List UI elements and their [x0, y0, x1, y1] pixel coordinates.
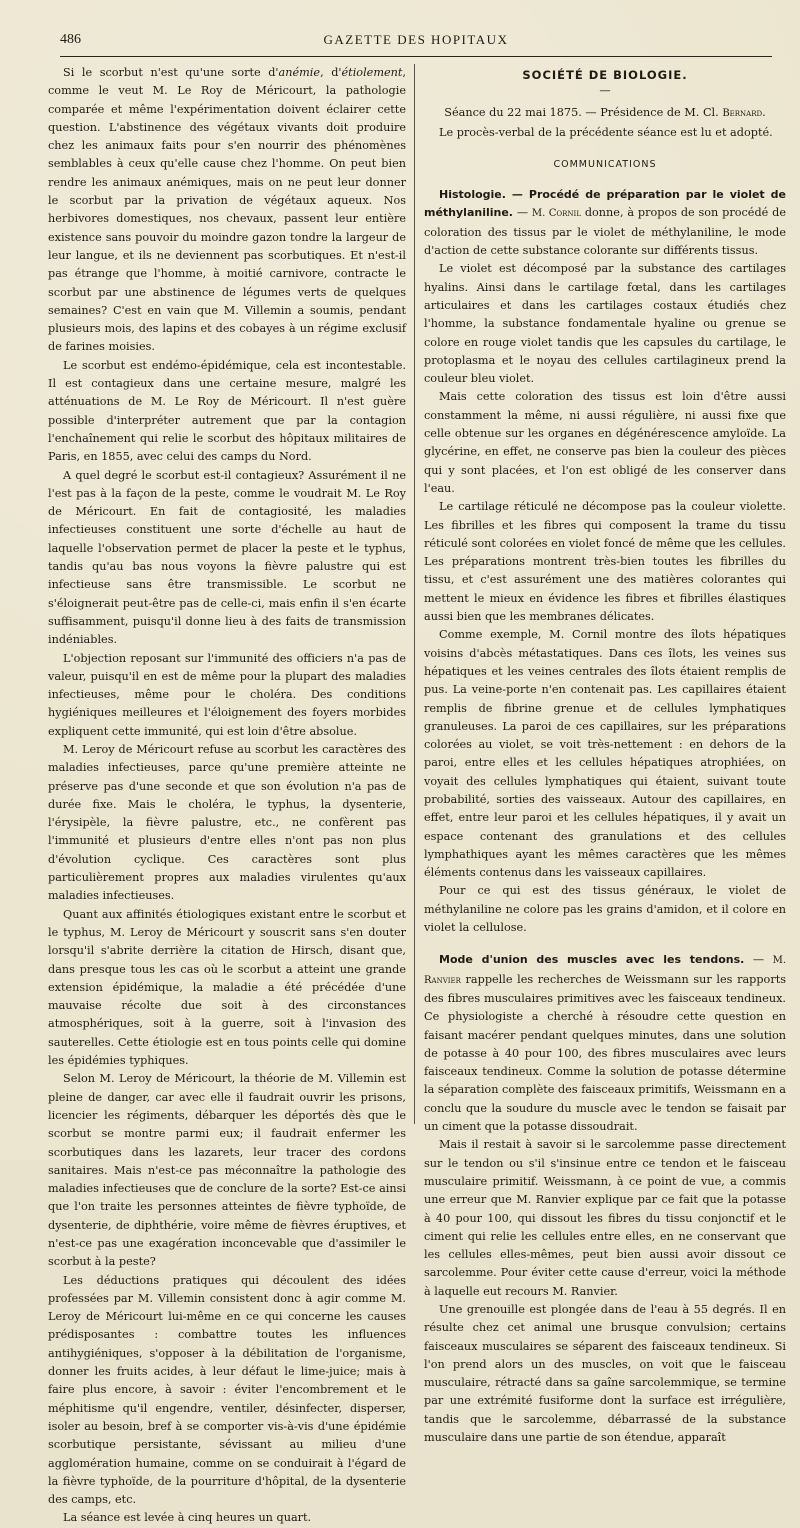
italic-term-etiolement: étiolement — [341, 66, 403, 79]
paragraph: Mais cette coloration des tissus est loin d'être aussi constamment la même, ni aussi régulière, ni aussi fixe que celle obtenue sur les organes en dégénérescence amyloïde. La glycérine, en effet, ne conserve pas bien la couleur des pièces qui y sont placées, et l'on est obligé de les conserver dans l'eau. — [424, 390, 786, 495]
author-name: M. Ranvier — [424, 955, 786, 986]
author-name: M. Cornil — [531, 208, 581, 220]
subsection-heading: COMMUNICATIONS — [553, 158, 657, 170]
text-run: Si le scorbut n'est qu'une sorte d' — [63, 66, 279, 79]
paragraph: L'objection reposant sur l'immunité des officiers n'a pas de valeur, puisqu'il en est de même pour la plupart des maladies infectieuses, même pour le choléra. Des conditions hygiéniques meilleures et l'éloignement des foyers morbides expliquent cette immunité, qui est loin d'être absolue. — [48, 651, 406, 738]
page-number: 486 — [60, 32, 81, 47]
text-run: , comme le veut M. Le Roy de Méricourt, la pathologie comparée et même l'expérimentation doivent éclairer cette question. L'abstinence des végétaux vivants doit produire chez les animaux faits pour s'en nourrir des phénomènes semblables à ceux qu'elle cause chez l'homme. On peut bien rendre les animaux anémiques, mais on ne peut leur donner le scorbut par la privation de végétaux aqueux. Nos herbivores domestiques, nos chevaux, passent leur entière existence sans pouvoir du moindre gazon tondre la largeur de leur langue, et ils ne deviennent pas scorbutiques. Et n'est-il pas étrange que l'homme, à moitié carnivore, contracte le scorbut par une abstinence de légumes verts de quelques semaines? C'est en vain que M. Villemin a soumis, pendant plusieurs mois, des lapins et des cobayes à un régime exclusif de farines moisies. — [48, 66, 406, 354]
text-run: — — [513, 206, 532, 220]
paragraph: M. Leroy de Méricourt refuse au scorbut les caractères des maladies infectieuses, parce qu'une première atteinte ne préserve pas d'une seconde et que son évolution n'a pas de durée fixe. Mais le choléra, le typhus, la dysenterie, l'érysipèle, la fièvre palustre, etc., ne confèrent pas l'immunité et plusieurs d'entre elles n'ont pas non plus d'évolution cyclique. Ces caractères sont plus particulièrement propres aux maladies virulentes qu'aux maladies infectieuses. — [48, 742, 406, 903]
text-run: donne, à propos de son procédé de coloration des tissus par le violet de méthylaniline, le mode d'action de cette substance colorante sur différents tissus. — [424, 206, 786, 258]
right-column — [424, 64, 786, 1445]
president-name: Bernard — [722, 108, 763, 120]
text-run: , d' — [320, 66, 342, 79]
paragraph: Les déductions pratiques qui découlent des idées professées par M. Villemin consistent donc à agir comme M. Leroy de Méricourt lui-même en ce qui concerne les causes prédisposantes : combattre toutes les influences antihygiéniques, s'opposer à la débilitation de l'organisme, donner les fruits acides, à leur défaut le lime-juice; mais à faire plus encore, à savoir : éviter l'encombrement et le méphitisme qu'il engendre, ventiler, désinfecter, disperser, isoler au besoin, bref à se comporter vis-à-vis d'une épidémie scorbutique persistante, sévissant au milieu d'une agglomération humaine, comme on se conduirait à l'égard de la fièvre typhoïde, de la pourriture d'hôpital, de la dysenterie des camps, etc. — [48, 1273, 406, 1507]
section-title: SOCIÉTÉ DE BIOLOGIE. — [522, 68, 688, 82]
paragraph: Une grenouille est plongée dans de l'eau à 55 degrés. Il en résulte chez cet animal une brusque convulsion; certains faisceaux musculaires se séparent des faisceaux tendineux. Si l'on prend alors un des muscles, on voit que le faisceau musculaire, rétracté dans sa gaîne sarcolemmique, se termine par une extrémité fusiforme dont la surface est irrégulière, tandis que le sarcolemme, débarrassé de la substance musculaire dans une partie de son étendue, apparaît — [424, 1303, 786, 1445]
italic-term-anemie: anémie — [278, 66, 321, 79]
seance-line — [424, 104, 786, 123]
article-heading: Mode d'union des muscles avec les tendons. — [439, 953, 745, 967]
text-run: — — [744, 953, 773, 967]
closing-line: La séance est levée à cinq heures un quart. — [63, 1511, 312, 1525]
paragraph: Le cartilage réticulé ne décompose pas la couleur violette. Les fibrilles et les fibres qui composent la trame du tissu réticulé sont colorées en violet foncé de même que les cellules. Les préparations montrent très-bien toutes les fibrilles du tissu, et c'est assurément une des matières colorantes qui mettent le mieux en évidence les fibres et fibrilles élastiques aussi bien que les membranes délicates. — [424, 500, 786, 624]
paragraph: Pour ce qui est des tissus généraux, le violet de méthylaniline ne colore pas les grains d'amidon, et il colore en violet la cellulose. — [424, 884, 786, 935]
paragraph: Selon M. Leroy de Méricourt, la théorie de M. Villemin est pleine de danger, car avec elle il faudrait ouvrir les prisons, licencier les régiments, débarquer les déportés dès que le scorbut se montre parmi eux; il faudrait enfermer les scorbutiques dans les lazarets, leur tracer des cordons sanitaires. Mais n'est-ce pas méconnaître la pathologie des maladies infectieuses que de conclure de la sorte? Est-ce ainsi que l'on traite les personnes atteintes de fièvre typhoïde, de dysenterie, de diphthérie, voire même de fièvres éruptives, et n'est-ce pas une exagération inconcevable que d'assimiler le scorbut à la peste? — [48, 1072, 406, 1269]
paragraph: Le violet est décomposé par la substance des cartilages hyalins. Ainsi dans le cartilage fœtal, dans les cartilages articulaires et dans les cartilages costaux étudiés chez l'homme, la substance fondamentale hyaline ou grenue se colore en rouge violet tandis que les capsules du cartilage, le protoplasma et le noyau des cellules cartilagineux prend la couleur bleu violet. — [424, 262, 786, 386]
left-column — [48, 64, 406, 1525]
paragraph: A quel degré le scorbut est-il contagieux? Assurément il ne l'est pas à la façon de la peste, comme le voudrait M. Le Roy de Méricourt. En fait de contagiosité, les maladies infectieuses constituent une sorte d'échelle au haut de laquelle l'observation permet de placer la peste et le typhus, tandis qu'au bas nous voyons la fièvre palustre qui est infectieuse sans être transmissible. Le scorbut ne s'éloignerait peut-être pas de celle-ci, mais enfin il s'en écarte suffisamment, puisqu'il donne lieu à des faits de transmission indéniables. — [48, 468, 406, 647]
paragraph: Le scorbut est endémo-épidémique, cela est incontestable. Il est contagieux dans une certaine mesure, malgré les atténuations de M. Le Roy de Méricourt. Il n'est guère possible d'interpréter autrement que par la contagion l'enchaînement qui relie le scorbut des hôpitaux militaires de Paris, en 1855, avec celui des camps du Nord. — [48, 358, 406, 464]
column-divider — [414, 64, 415, 1124]
paragraph: Mais il restait à savoir si le sarcolemme passe directement sur le tendon ou s'il s'insinue entre ce tendon et le faisceau musculaire primitif. Weissmann, à ce point de vue, a commis une erreur que M. Ranvier explique par ce fait que la potasse à 40 pour 100, qui dissout les fibres du tissu conjonctif et le ciment qui relie les cellules entre elles, en ne conservant que les cellules elles-mêmes, peut bien aussi avoir dissout ce sarcolemme. Pour éviter cette cause d'erreur, voici la méthode à laquelle eut recours M. Ranvier. — [424, 1138, 786, 1298]
article-heading: Histologie. — Procédé de préparation par le violet de méthylaniline. — [424, 188, 786, 220]
running-header — [60, 30, 772, 57]
text-run: Séance du 22 mai 1875. — Présidence de M. Cl. — [444, 106, 723, 120]
journal-title: GAZETTE DES HOPITAUX — [323, 32, 509, 47]
text-run: . — [762, 106, 766, 120]
paragraph: Quant aux affinités étiologiques existant entre le scorbut et le typhus, M. Leroy de Méricourt y souscrit sans s'en douter lorsqu'il s'abrite derrière la citation de Hirsch, disant que, dans presque tous les cas où le scorbut a atteint une grande extension épidémique, la maladie a été précédée d'une mauvaise récolte due soit à des circonstances atmosphériques, soit à la guerre, soit à l'invasion des sauterelles. Cette étiologie est en tous points celle qui domine les épidémies typhiques. — [48, 907, 406, 1068]
paragraph — [424, 951, 786, 1136]
paragraph — [424, 186, 786, 260]
spacer — [424, 937, 786, 951]
paragraph — [48, 64, 406, 357]
proces-verbal-line: Le procès-verbal de la précédente séance est lu et adopté. — [439, 125, 773, 139]
title-dash: — — [599, 84, 611, 98]
text-run: rappelle les recherches de Weissmann sur les rapports des fibres musculaires primitives avec les faisceaux tendineux. Ce physiologiste a cherché à résoudre cette question en faisant macérer pendant quelques minutes, dans une solution de potasse à 40 pour 100, des fibres musculaires avec leurs faisceaux tendineux. Comme la solution de potasse détermine la séparation complète des faisceaux primitifs, Weissmann en a conclu que la soudure du muscle avec le tendon se faisait par un ciment que la potasse dissoudrait. — [424, 972, 786, 1134]
paragraph: Comme exemple, M. Cornil montre des îlots hépatiques voisins d'abcès métastatiques. Dans ces îlots, les veines sus hépatiques et les veines centrales des îlots étaient remplis de pus. La veine-porte n'en contenait pas. Les capillaires étaient remplis de fibrine grenue et de cellules lymphatiques granuleuses. La paroi de ces capillaires, sur les préparations colorées au violet, se voit très-nettement : en dehors de la paroi, entre elles et les cellules hépatiques atrophiées, on voyait des cellules lymphatiques qui étaient, suivant toute probabilité, sorties des vaisseaux. Autour des capillaires, en effet, entre leur paroi et les cellules hépatiques, il y avait un espace contenant des granulations et des cellules lymphathiques ayant les mêmes caractères que les mêmes éléments contenus dans les vaisseaux capillaires. — [424, 628, 786, 880]
